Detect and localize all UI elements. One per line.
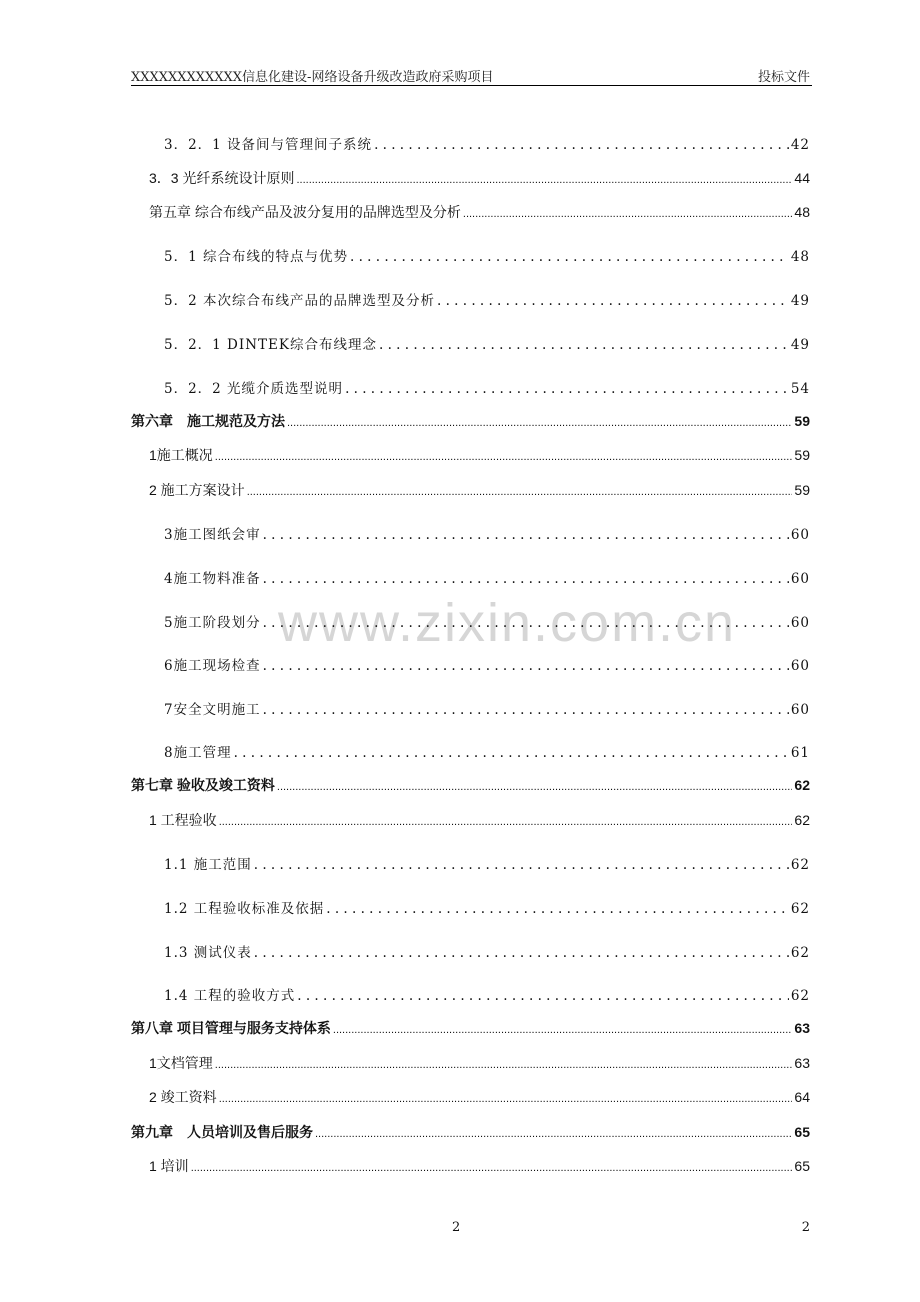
toc-leader [345, 381, 789, 397]
toc-entry[interactable] [164, 897, 810, 917]
toc-entry-title: 5．1 综合布线的特点与优势 [164, 249, 348, 265]
toc-entry-page: 63 [794, 1020, 810, 1036]
toc-entry-page: 60 [790, 571, 810, 587]
toc-entry-page: 59 [794, 482, 810, 498]
toc-entry[interactable] [164, 853, 810, 873]
toc-entry-title: 1.1 施工范围 [164, 857, 252, 873]
toc-entry-page: 61 [790, 745, 810, 761]
toc-leader [315, 1124, 792, 1140]
toc-leader [374, 137, 789, 153]
toc-entry[interactable] [149, 445, 810, 465]
toc-entry-page: 62 [790, 945, 810, 961]
toc-entry-page: 62 [790, 857, 810, 873]
header-doc-type: 投标文件 [757, 70, 810, 85]
toc-entry-title: 第七章 验收及竣工资料 [131, 777, 275, 793]
toc-entry[interactable] [131, 1018, 810, 1038]
toc-entry-page: 48 [794, 204, 810, 220]
toc-leader [263, 615, 789, 631]
toc-entry-title: 5施工阶段划分 [164, 615, 261, 631]
toc-entry-title: 1文档管理 [149, 1055, 213, 1071]
toc-entry-page: 62 [794, 812, 810, 828]
toc-entry-page: 62 [790, 988, 810, 1004]
toc-entry-title: 1 培训 [149, 1158, 189, 1174]
toc-entry-title: 第九章 人员培训及售后服务 [131, 1124, 313, 1140]
toc-entry[interactable] [164, 567, 810, 587]
toc-entry-page: 65 [794, 1124, 810, 1140]
toc-entry[interactable] [149, 1087, 810, 1107]
page-number-right: 2 [801, 1220, 810, 1235]
toc-entry-title: 第五章 综合布线产品及波分复用的品牌选型及分析 [149, 204, 461, 220]
toc-entry-title: 第八章 项目管理与服务支持体系 [131, 1020, 331, 1036]
toc-entry-title: 1.3 测试仪表 [164, 945, 252, 961]
toc-entry-title: 1.4 工程的验收方式 [164, 988, 296, 1004]
toc-leader [254, 945, 789, 961]
toc-entry-title: 2 竣工资料 [149, 1089, 217, 1105]
toc-leader [263, 702, 789, 718]
toc-leader [254, 857, 789, 873]
toc-entry-page: 59 [794, 413, 810, 429]
toc-entry[interactable] [149, 1156, 810, 1176]
header-title: XXXXXXXXXXXX信息化建设-网络设备升级改造政府采购项目 [131, 70, 494, 85]
page-number-center: 2 [452, 1220, 461, 1235]
toc-leader [215, 1055, 793, 1071]
toc-entry-title: 1 工程验收 [149, 812, 217, 828]
toc-entry[interactable] [164, 523, 810, 543]
toc-leader [263, 658, 789, 674]
toc-entry-title: 8施工管理 [164, 745, 232, 761]
toc-entry-title: 5．2 本次综合布线产品的品牌选型及分析 [164, 293, 435, 309]
toc-entry-title: 3．2．1 设备间与管理间子系统 [164, 137, 373, 153]
toc-entry-title: 1.2 工程验收标准及依据 [164, 901, 325, 917]
toc-entry-page: 60 [790, 615, 810, 631]
toc-leader [350, 249, 789, 265]
toc-leader [191, 1158, 793, 1174]
toc-entry-page: 59 [794, 447, 810, 463]
toc-entry-title: 3．3 光纤系统设计原则 [149, 170, 295, 186]
toc-entry[interactable] [164, 611, 810, 631]
toc-entry[interactable] [149, 168, 810, 188]
toc-leader [333, 1020, 793, 1036]
toc-entry[interactable] [164, 654, 810, 674]
toc-entry[interactable] [164, 741, 810, 761]
toc-entry-title: 5．2．2 光缆介质选型说明 [164, 381, 344, 397]
toc-entry-title: 2 施工方案设计 [149, 482, 245, 498]
toc-entry-title: 6施工现场检查 [164, 658, 261, 674]
toc-entry-title: 第六章 施工规范及方法 [131, 413, 285, 429]
toc-entry[interactable] [164, 245, 810, 265]
toc-entry-title: 4施工物料准备 [164, 571, 261, 587]
toc-entry[interactable] [164, 333, 810, 353]
toc-entry-page: 60 [790, 527, 810, 543]
toc-leader [297, 988, 789, 1004]
toc-leader [287, 413, 792, 429]
toc-leader [296, 170, 792, 186]
toc-entry[interactable] [149, 480, 810, 500]
toc-entry-page: 49 [790, 293, 810, 309]
toc-entry-page: 62 [794, 777, 810, 793]
toc-leader [234, 745, 789, 761]
toc-leader [247, 482, 793, 498]
toc-entry-title: 1施工概况 [149, 447, 213, 463]
toc-leader [215, 447, 793, 463]
toc-entry[interactable] [164, 377, 810, 397]
toc-entry-page: 63 [794, 1055, 810, 1071]
toc-entry[interactable] [149, 1053, 810, 1073]
toc-leader [326, 901, 789, 917]
toc-leader [437, 293, 789, 309]
toc-entry[interactable] [164, 984, 810, 1004]
toc-entry-page: 44 [794, 170, 810, 186]
toc-entry-title: 7安全文明施工 [164, 702, 261, 718]
toc-entry-page: 62 [790, 901, 810, 917]
watermark: www.zixin.com.cn [278, 593, 737, 653]
toc-entry-page: 60 [790, 702, 810, 718]
toc-entry-page: 49 [790, 337, 810, 353]
header-rule [131, 85, 812, 86]
toc-entry-page: 42 [790, 137, 810, 153]
toc-leader [463, 204, 793, 220]
toc-leader [263, 571, 789, 587]
toc-entry[interactable] [164, 289, 810, 309]
toc-entry[interactable] [164, 133, 810, 153]
toc-entry[interactable] [131, 775, 810, 795]
toc-entry[interactable] [164, 941, 810, 961]
toc-entry[interactable] [131, 411, 810, 431]
toc-entry-page: 54 [790, 381, 810, 397]
toc-entry[interactable] [131, 1122, 810, 1142]
toc-leader [219, 812, 793, 828]
toc-entry-page: 64 [794, 1089, 810, 1105]
toc-entry-page: 65 [794, 1158, 810, 1174]
toc-entry[interactable] [164, 698, 810, 718]
toc-entry-title: 5．2．1 DINTEK综合布线理念 [164, 337, 377, 353]
toc-entry-page: 60 [790, 658, 810, 674]
toc-leader [379, 337, 789, 353]
toc-entry-title: 3施工图纸会审 [164, 527, 261, 543]
toc-entry-page: 48 [790, 249, 810, 265]
toc-entry[interactable] [149, 810, 810, 830]
toc-leader [219, 1089, 793, 1105]
toc-leader [277, 777, 793, 793]
toc-entry[interactable] [149, 202, 810, 222]
toc-leader [263, 527, 789, 543]
